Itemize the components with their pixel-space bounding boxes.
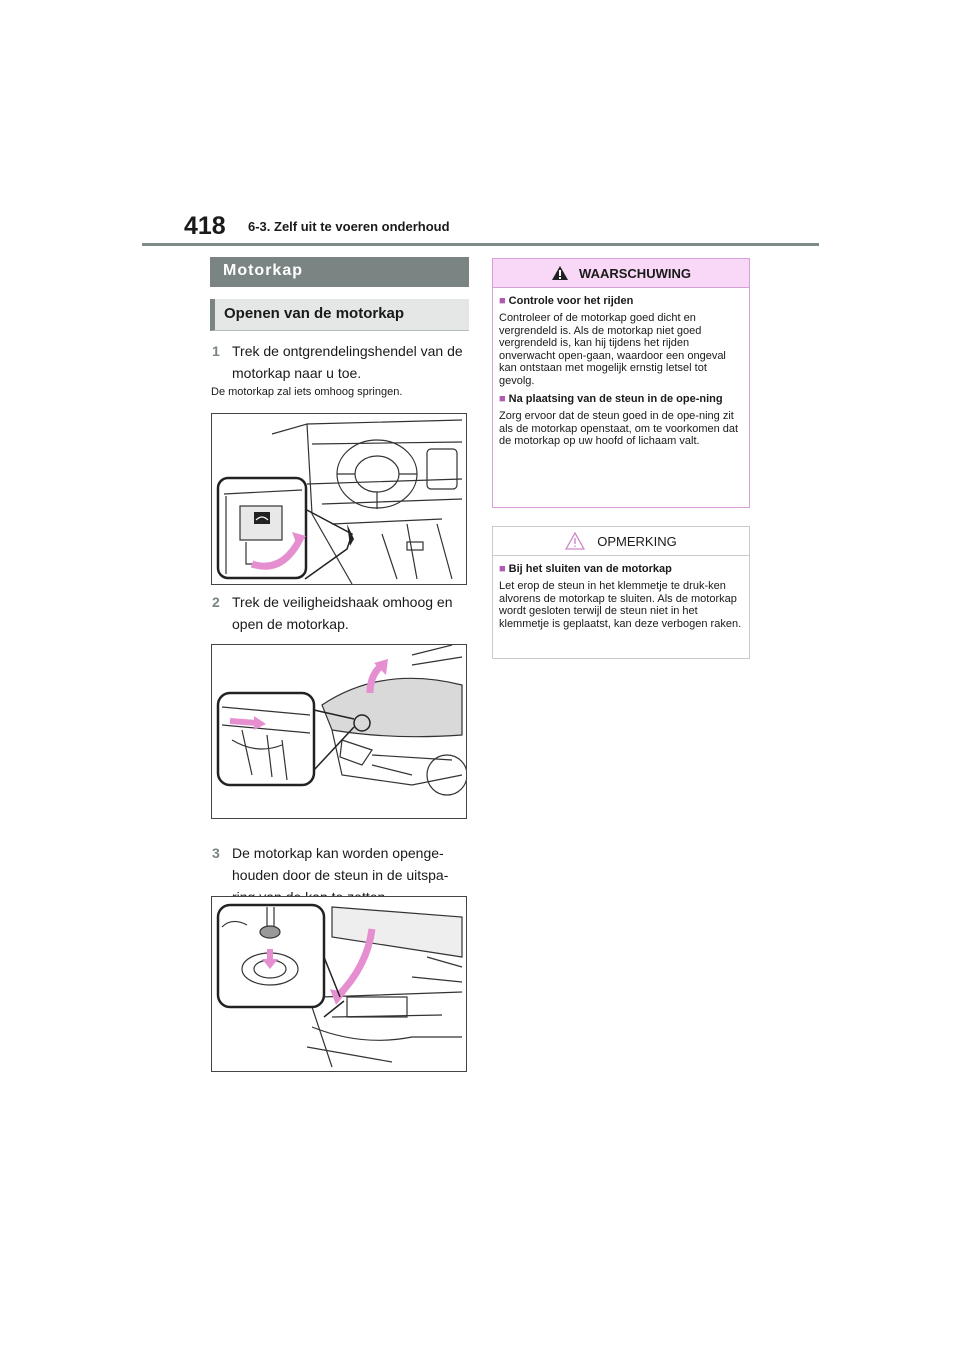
- caution-box: [492, 526, 750, 659]
- caution-title: OPMERKING: [597, 533, 677, 549]
- step-note: De motorkap zal iets omhoog springen.: [211, 386, 403, 398]
- warning-title: WAARSCHUWING: [579, 265, 691, 281]
- page-number: 418: [184, 212, 226, 240]
- figure-safety-catch: [211, 644, 467, 819]
- section-title: Motorkap: [210, 257, 469, 287]
- warning-item-text: Controleer of de motorkap goed dicht en vergrendeld is. Als de motorkap niet goed vergrendeld is, kan hij tijdens het rijden onverwacht open-gaan, waardoor een ongeval kan ontstaan met mogelijk ernstig letsel tot gevolg.: [499, 312, 726, 387]
- caution-item-text: Let erop de steun in het klemmetje te druk-ken alvorens de motorkap te sluiten. Als de motorkap wordt gesloten terwijl de steun niet in het klemmetje is geplaatst, kan deze verbogen raken.: [499, 580, 742, 630]
- square-bullet-icon: ■: [499, 393, 506, 405]
- step-number: 2: [212, 594, 220, 610]
- step-number: 1: [212, 343, 220, 359]
- figure-hood-release-lever: [211, 413, 467, 585]
- step-text: Trek de ontgrendelingshendel van de motorkap naar u toe.: [232, 343, 463, 381]
- subsection-title: Openen van de motorkap: [210, 299, 469, 331]
- caution-item-heading: ■ Bij het sluiten van de motorkap: [499, 563, 672, 575]
- step-text: Trek de veiligheidshaak omhoog en open de motorkap.: [232, 594, 453, 632]
- section-reference: 6-3. Zelf uit te voeren onderhoud: [248, 219, 450, 234]
- square-bullet-icon: ■: [499, 563, 506, 575]
- square-bullet-icon: ■: [499, 295, 506, 307]
- caution-header: [493, 527, 749, 556]
- step-number: 3: [212, 845, 220, 861]
- hood-release-icon: [254, 512, 270, 524]
- figure-support-rod: [211, 896, 467, 1072]
- step-2: [212, 591, 470, 635]
- warning-item-heading: ■ Controle voor het rijden: [499, 295, 634, 307]
- warning-header: [493, 259, 749, 288]
- step-text: De motorkap kan worden openge-houden door de steun in de uitspa-: [232, 845, 449, 883]
- warning-item-text: Zorg ervoor dat de steun goed in de ope-ning zit als de motorkap openstaat, om te voorkomen dat de motorkap op uw hoofd of lichaam valt.: [499, 410, 739, 447]
- warning-triangle-icon: [551, 265, 569, 281]
- header-rule: [142, 243, 819, 246]
- caution-triangle-icon: [565, 532, 585, 550]
- warning-box: [492, 258, 750, 508]
- warning-item-heading: ■ Na plaatsing van de steun in de ope-ning: [499, 393, 723, 405]
- step-1: [212, 340, 470, 384]
